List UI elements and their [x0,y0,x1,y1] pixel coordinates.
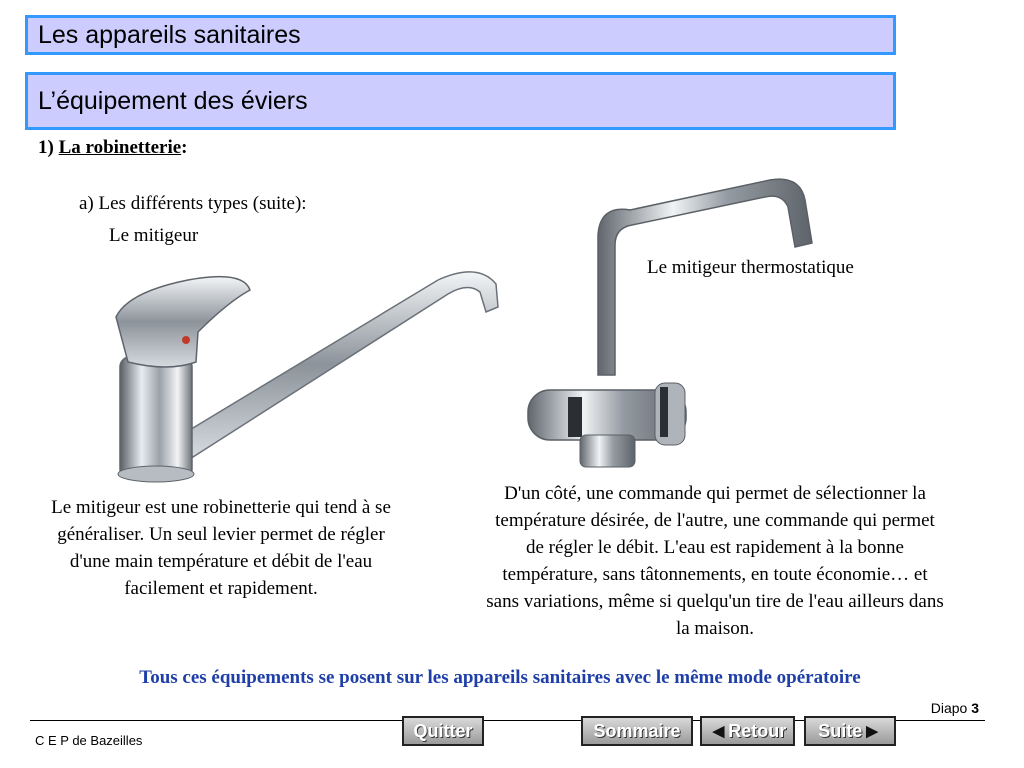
thermostatic-description: D'un côté, une commande qui permet de sélectionner la température désirée, de l'autre, une commande qui permet de régler le débit. L'eau est rapidement à la bonne température, sans tâtonnements, en toute économie… et sans variations, même si quelqu'un tire de l'eau ailleurs dans la maison. [486,483,944,639]
back-button[interactable] [700,716,795,746]
presentation-title [25,15,896,55]
triangle-right-icon: ▶ [866,723,878,740]
mitigeur-description: Le mitigeur est une robinetterie qui tend à se généraliser. Un seul levier permet de régler d'une main température et débit de l'eau facilement et rapidement. [51,497,391,599]
quit-button[interactable] [402,716,484,746]
slide-indicator [931,700,979,716]
slide-title [25,72,896,130]
subheading: a) Les différents types (suite): [79,193,307,214]
triangle-left-icon: ◀ [712,723,725,740]
section-number: 1) [38,137,54,158]
slide-number: 3 [971,700,979,716]
slide-title-text: L’équipement des éviers [38,87,308,115]
footer-note: Tous ces équipements se posent sur les appareils sanitaires avec le même mode opératoire [139,667,861,688]
back-button-label: Retour [728,720,787,741]
organization-name: C E P de Bazeilles [35,733,143,748]
mitigeur-label: Le mitigeur [109,225,199,246]
section-heading-text: La robinetterie [58,137,182,158]
summary-button[interactable] [581,716,693,746]
thermostatic-faucet-image [520,165,830,470]
section-colon: : [181,137,188,158]
quit-button-label: Quitter [413,720,473,741]
thermostatic-label: Le mitigeur thermostatique [647,257,854,278]
summary-button-label: Sommaire [593,720,681,741]
slide-label: Diapo [930,700,968,716]
next-button[interactable] [804,716,896,746]
presentation-title-text: Les appareils sanitaires [38,21,301,49]
mitigeur-faucet-image [108,262,503,484]
section-heading [38,137,188,159]
next-button-label: Suite [818,720,863,741]
